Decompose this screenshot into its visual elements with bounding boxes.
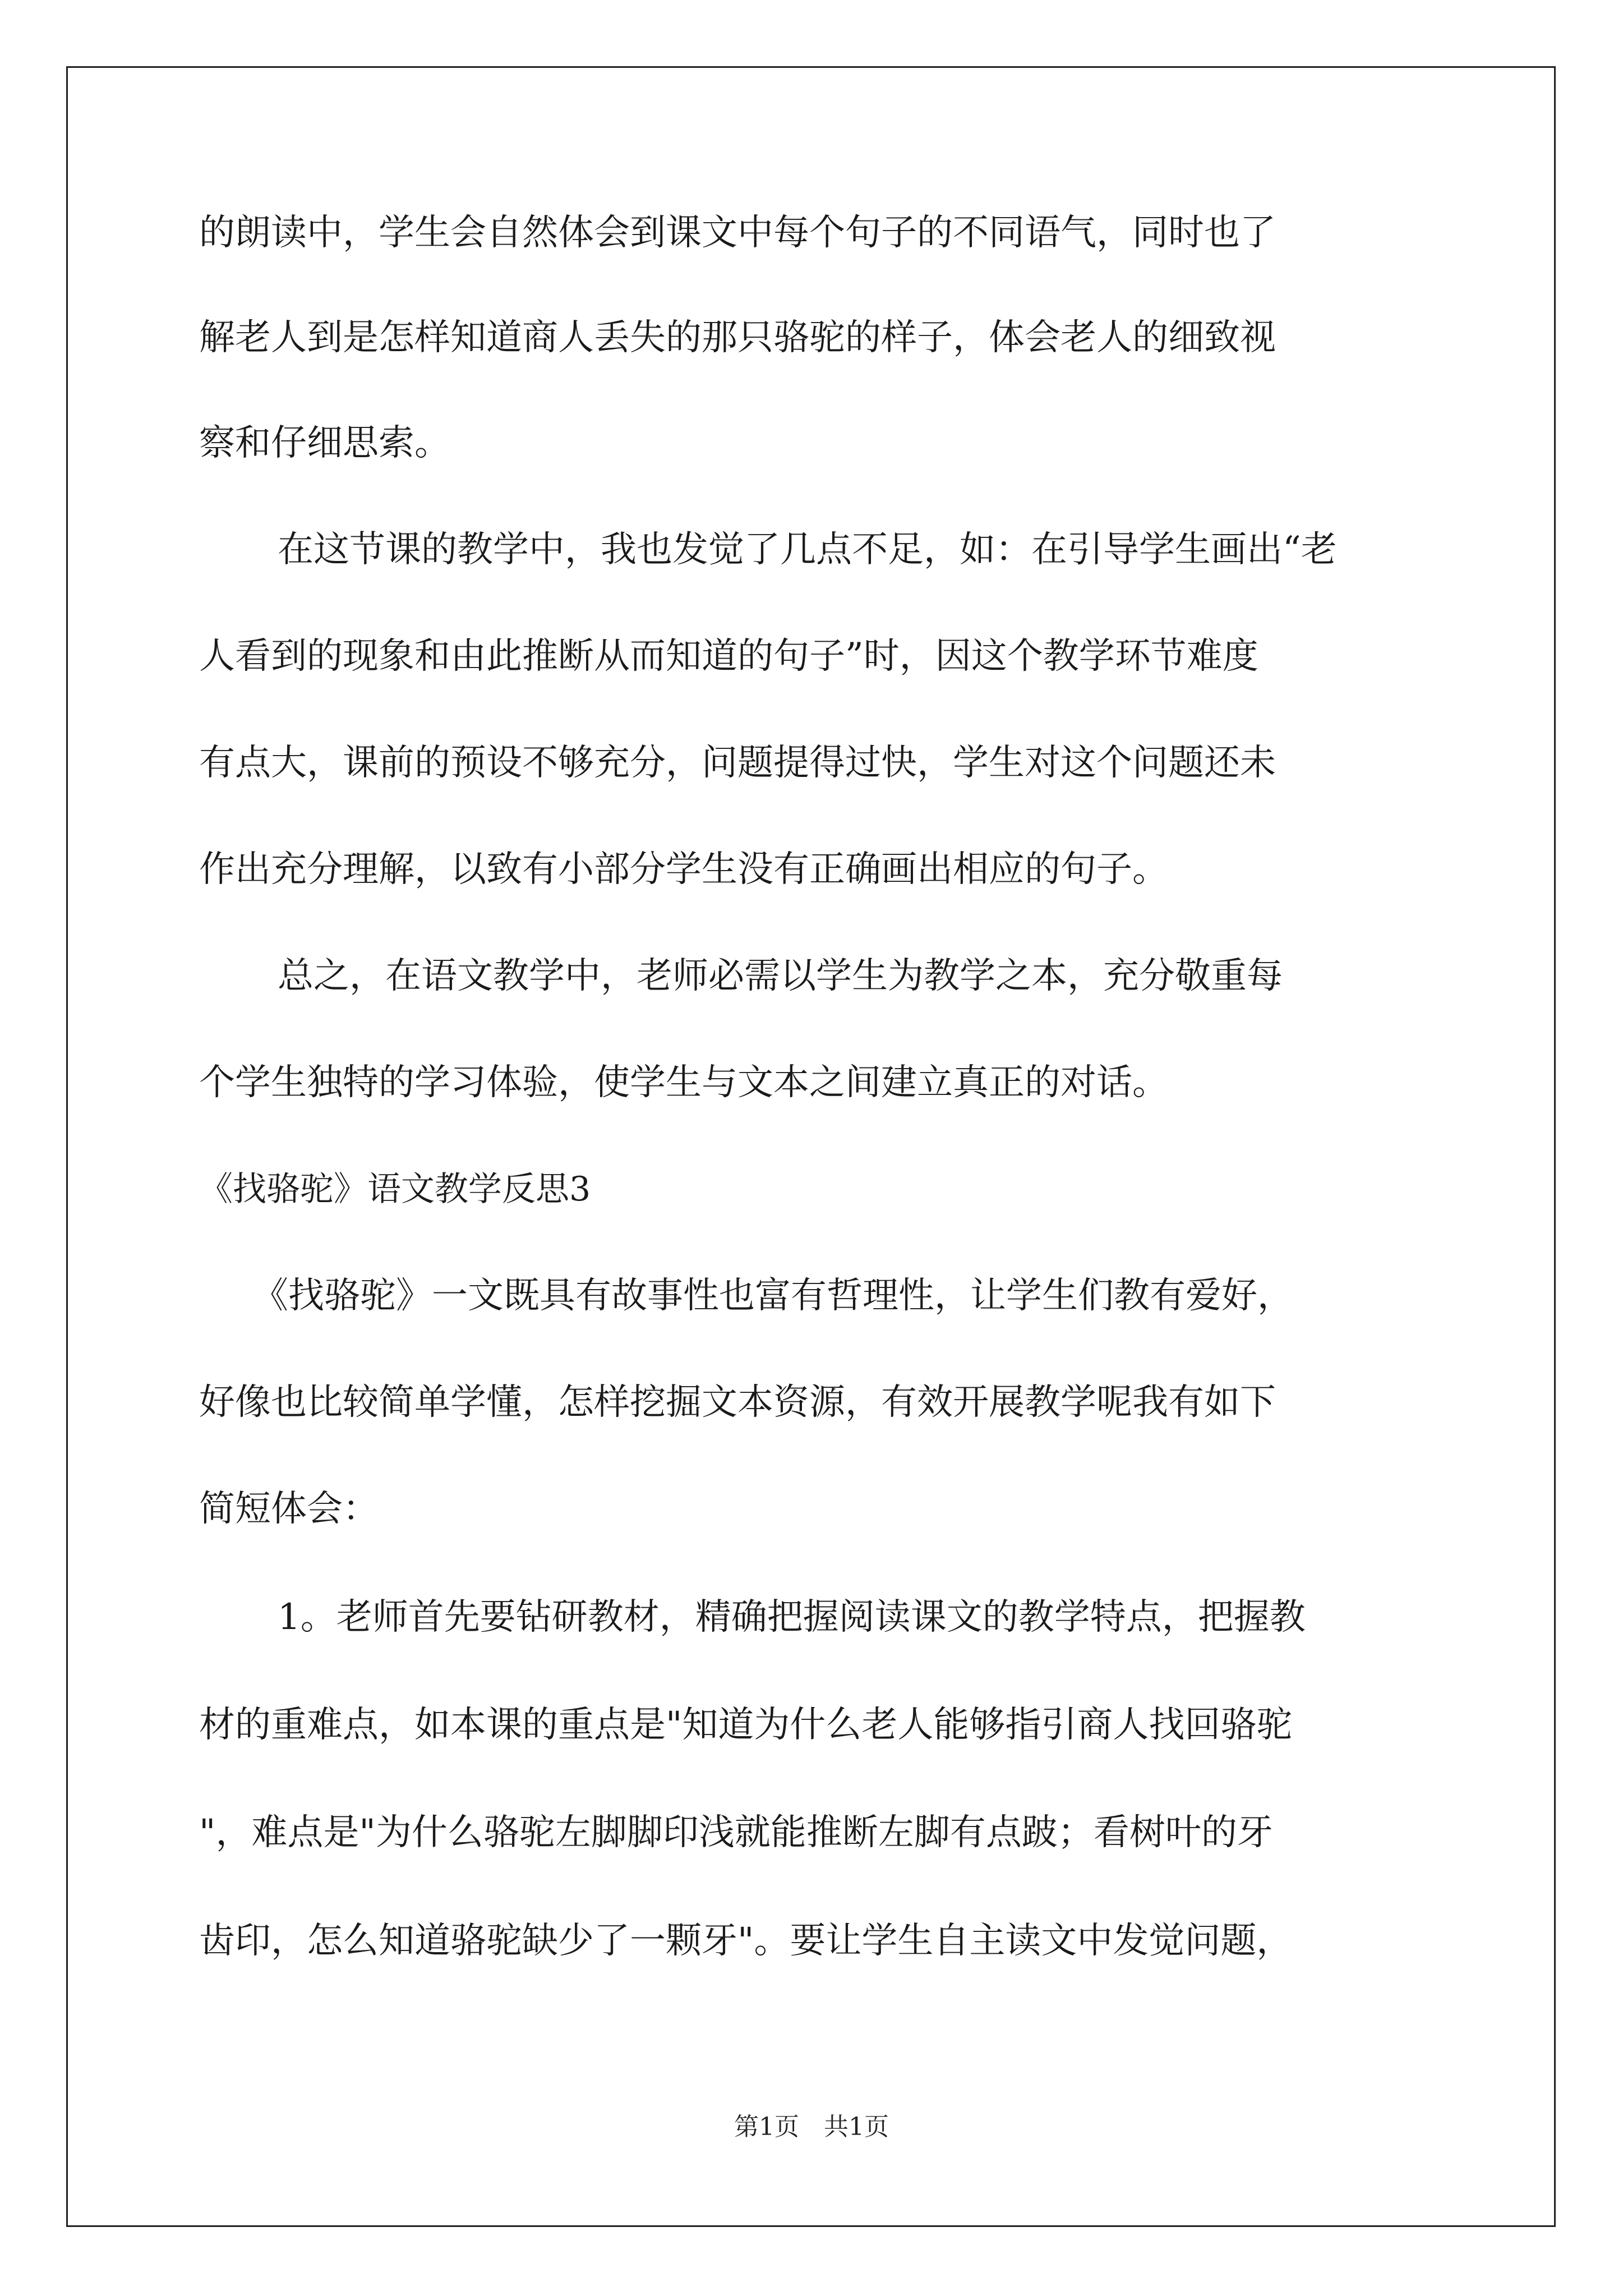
text-line: 个学生独特的学习体验，使学生与文本之间建立真正的对话。 <box>199 1062 1168 1103</box>
text-line: 简短体会： <box>199 1488 379 1530</box>
text-line: 察和仔细思索。 <box>199 422 450 464</box>
paragraph-start-line: 1。老师首先要钻研教材，精确把握阅读课文的教学特点，把握教 <box>278 1596 1306 1638</box>
text-line: 解老人到是怎样知道商人丢失的那只骆驼的样子，体会老人的细致视 <box>199 317 1276 358</box>
section-heading: 《找骆驼》语文教学反思3 <box>199 1170 591 1209</box>
text-line: 人看到的现象和由此推断从而知道的句子”时，因这个教学环节难度 <box>199 636 1258 677</box>
text-line: 好像也比较简单学懂，怎样挖掘文本资源，有效开展教学呢我有如下 <box>199 1382 1276 1423</box>
text-line: 齿印，怎么知道骆驼缺少了一颗牙"。要让学生自主读文中发觉问题， <box>199 1920 1293 1962</box>
text-line: 的朗读中，学生会自然体会到课文中每个句子的不同语气，同时也了 <box>199 212 1276 254</box>
text-line: 作出充分理解，以致有小部分学生没有正确画出相应的句子。 <box>199 849 1168 890</box>
page-border <box>66 66 1556 2227</box>
paragraph-start-line: 总之，在语文教学中，老师必需以学生为教学之本，充分敬重每 <box>278 955 1283 997</box>
text-line: 有点大，课前的预设不够充分，问题提得过快，学生对这个问题还未 <box>199 742 1276 784</box>
paragraph-start-line: 在这节课的教学中，我也发觉了几点不足，如：在引导学生画出“老 <box>278 529 1337 570</box>
text-line: "，难点是"为什么骆驼左脚脚印浅就能推断左脚有点跛；看树叶的牙 <box>199 1812 1273 1853</box>
text-line: 材的重难点，如本课的重点是"知道为什么老人能够指引商人找回骆驼 <box>199 1704 1293 1746</box>
page-footer: 第1页 共1页 <box>734 2113 889 2141</box>
paragraph-start-line: 《找骆驼》一文既具有故事性也富有哲理性，让学生们教有爱好， <box>252 1275 1293 1317</box>
